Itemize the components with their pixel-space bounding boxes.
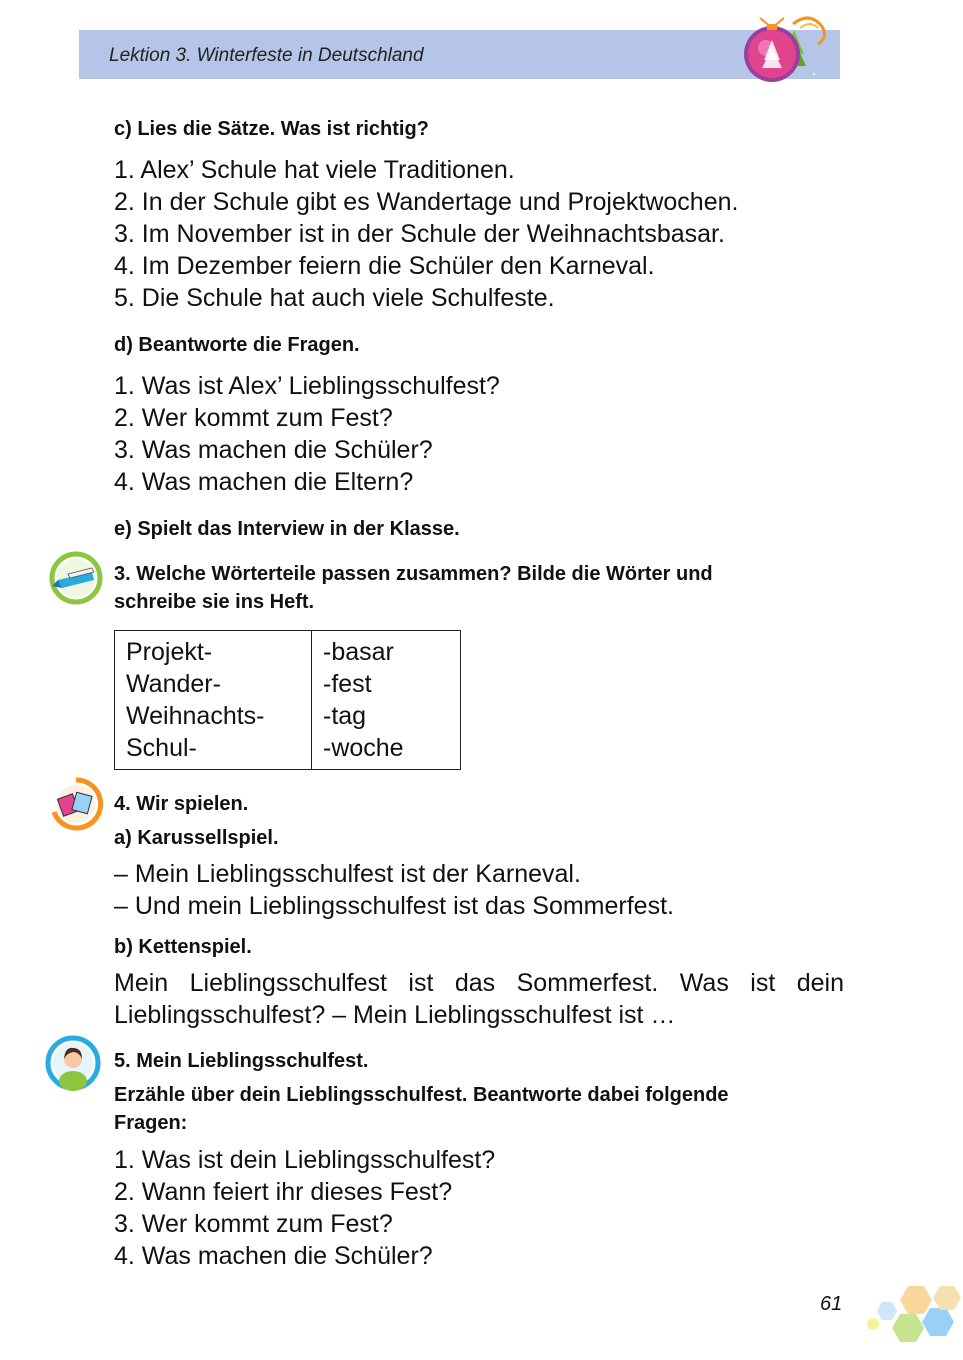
- christmas-ball-icon: [738, 10, 834, 86]
- task-4a-heading: a) Karussellspiel.: [114, 827, 279, 849]
- word-part: Weihnachts-: [126, 702, 265, 730]
- word-part: Projekt-: [126, 638, 213, 666]
- word-part: Wander-: [126, 670, 221, 698]
- list-item: 2. Wer kommt zum Fest?: [114, 404, 393, 432]
- task-5-instruction-line2: Fragen:: [114, 1112, 188, 1134]
- section-c-list: [114, 154, 738, 314]
- section-e-heading: e) Spielt das Interview in der Klasse.: [114, 518, 460, 540]
- dialogue-line: ‒ Und mein Lieblingsschulfest ist das Sommerfest.: [114, 892, 674, 920]
- task-4-heading: 4. Wir spielen.: [114, 793, 249, 815]
- task-3-heading-line2: schreibe sie ins Heft.: [114, 591, 315, 613]
- word-beginnings-cell: [115, 631, 312, 770]
- list-item: 4. Was machen die Eltern?: [114, 468, 414, 496]
- task-4a-dialogue: [114, 858, 674, 922]
- task-3-heading-line1: 3. Welche Wörterteile passen zusammen? Bilde die Wörter und: [114, 563, 713, 585]
- list-item: 1. Alex’ Schule hat viele Traditionen.: [114, 156, 515, 184]
- student-speaking-icon: [45, 1035, 101, 1091]
- list-item: 4. Was machen die Schüler?: [114, 1242, 433, 1270]
- cards-game-icon: [48, 776, 104, 832]
- word-part: -basar: [323, 638, 394, 666]
- word-part: -fest: [323, 670, 372, 698]
- list-item: 3. Was machen die Schüler?: [114, 436, 433, 464]
- section-d-heading: d) Beantworte die Fragen.: [114, 334, 360, 356]
- list-item: 4. Im Dezember feiern die Schüler den Karneval.: [114, 252, 655, 280]
- word-part: Schul-: [126, 734, 197, 762]
- list-item: 2. In der Schule gibt es Wandertage und Projektwochen.: [114, 188, 739, 216]
- word-part: -woche: [323, 734, 404, 762]
- hexagon-decoration-icon: [864, 1282, 963, 1360]
- section-d-list: [114, 370, 500, 498]
- word-endings-cell: [312, 631, 461, 770]
- list-item: 5. Die Schule hat auch viele Schulfeste.: [114, 284, 555, 312]
- list-item: 3. Wer kommt zum Fest?: [114, 1210, 393, 1238]
- lesson-title: Lektion 3. Winterfeste in Deutschland: [109, 45, 424, 66]
- table-row: [115, 631, 461, 770]
- task-4b-text: Mein Lieblingsschulfest ist das Sommerfest. Was ist dein Lieblingsschulfest? ‒ Mein Lieblingsschulfest ist …: [114, 969, 844, 1029]
- pen-writing-icon: [48, 550, 104, 606]
- task-5-instruction: [114, 1081, 729, 1137]
- section-c-heading: c) Lies die Sätze. Was ist richtig?: [114, 118, 429, 140]
- list-item: 2. Wann feiert ihr dieses Fest?: [114, 1178, 453, 1206]
- task-5-questions: [114, 1144, 495, 1272]
- task-4b-heading: b) Kettenspiel.: [114, 936, 252, 958]
- list-item: 3. Im November ist in der Schule der Weihnachtsbasar.: [114, 220, 725, 248]
- word-part: -tag: [323, 702, 367, 730]
- dialogue-line: ‒ Mein Lieblingsschulfest ist der Karneval.: [114, 860, 581, 888]
- lesson-header-bar: [79, 30, 840, 79]
- task-3-heading: [114, 560, 713, 616]
- task-5-heading: 5. Mein Lieblingsschulfest.: [114, 1050, 369, 1072]
- word-parts-table: [114, 630, 461, 770]
- page-number: 61: [820, 1293, 843, 1315]
- list-item: 1. Was ist Alex’ Lieblingsschulfest?: [114, 372, 500, 400]
- list-item: 1. Was ist dein Lieblingsschulfest?: [114, 1146, 496, 1174]
- task-5-instruction-line1: Erzähle über dein Lieblingsschulfest. Beantworte dabei folgende: [114, 1084, 729, 1106]
